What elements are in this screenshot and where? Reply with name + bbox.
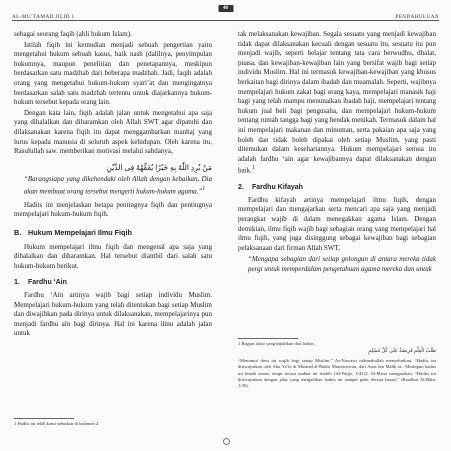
footnote-ref: 1 — [202, 185, 206, 192]
page-number: 48 — [218, 5, 233, 12]
footnote-divider — [238, 338, 298, 339]
section-title: Hukum Mempelajari Ilmu Fiqih — [28, 228, 132, 238]
paragraph: Istilah fiqih ini kemudian menjadi sebuah pengertian yaitu mengetahui hukum sebuah kasus, baik nash (dalilnya, penyimpulan hukumnya, maupun penelitian dan penetapannya, meskipun berdasarkan satu madzhab dari beberapa madzhab. Jadi, faqih adalah orang yang mengetahui hukum-hukum syari’at dan mengingatnya berdasarkan salah satu madzhab tertentu untuk diajarkannya hukum-hukum tersebut kepada orang lain. — [14, 40, 212, 107]
section-letter: B. — [14, 228, 22, 238]
subsection-title: Fardhu ‘Ain — [28, 279, 67, 287]
subsection-number: 1. — [14, 279, 20, 287]
subsection-number: 2. — [238, 184, 244, 192]
footnote-text: “Menuntut ilmu itu wajib bagi setiap Muslim.” As-Nawawi rahimahullah menyebutkan, “Hadits ini diriwayatkan oleh Abu Ya’la di Musnad al-Badru Munawwiran, dari Anas bin Malik ra.. Meskipun hadits ini lemah status, tetapi secara makna ini shahih (Al-Wajiz, 1/412). Al-Mizzi mengatakan, “Hadits ini diriwayatkan dengan jalur yang menjadikan hadits ini sampai pada derajat hasan.” (Raudhut Al-Bahr, 1/45). — [238, 357, 436, 389]
footnote-block — [238, 341, 436, 390]
quote-text: “Barangsiapa yang dikehendaki oleh Allah dengan kebaikan, Dia akan membuat orang tersebut mengerti hukum-hukum agama.” — [24, 175, 212, 196]
paragraph: Hadits ini menjelaskan betapa pentingnya fiqih dan pentingnya mempelajari hukum-hukum fiqih. — [14, 200, 212, 219]
footnote-divider — [14, 418, 74, 419]
hadith-translation — [14, 175, 212, 197]
arabic-hadith: مَنْ يُرِدِ اللّٰهُ بِهِ خَيْرًا يُفَقِّهْهُ فِى الدِّيْنِ — [106, 162, 212, 172]
paragraph-text: tak melaksanakan kewajiban. Segala sesuatu yang menjadi kewajiban tidak dapat dilaksanakan kecuali dengan sesuatu itu, sesuatu itu pun menjadi wajib, seperti belajar tentang tata cara berwudhu, dhalat, puasa, dan kewajiban-kewajiban lain yang bersifat wajib bagi setiap individu Muslim. Hal ini termasuk kewajiban-kewajiban yang khusus berkaitan bagi dirinya dalam ibadah dan muamalah. Seperti, wajibnya mempelajari hukum zakat bagi orang kaya, mempelajari manasik haji bagi yang telah mampu menunaikan ibadah haji, mempelajari tentang hukum jual beli bagi pengusaha, dan mempelajari hukum-hukum tentang rumah tangga bagi yang hendak menikah. Termasuk dalam hal ini mempelajari makanan dan minuman, serta pakaian apa saja yang boleh dan tidak boleh dipakai oleh setiap Muslim, yang pasti ditemukan dalam kesehariannya. Hukum mempelajari semua itu adalah fardhu ‘ain agar kewajibannya dapat dilaksanakan dengan baik. — [238, 30, 436, 175]
paragraph: sebagai seorang faqih (ahli hukum Islam). — [14, 30, 132, 38]
header-chapter-title: PENDAHULUAN — [395, 14, 439, 20]
subsection-heading — [14, 278, 212, 288]
subsection-heading — [238, 183, 436, 193]
footnote-arabic: طَلَبُ الْعِلْمِ فَرِيضَةٌ عَلَى كُلِّ مُسْلِمٍ — [368, 349, 436, 355]
paragraph: Hukum mempelajari ilmu fiqih dan mengenal apa saja yang dihalalkan dan diharamkan. Hal tersebut diambil dari salah satu hukum-hukum berikut. — [14, 242, 212, 270]
verse-translation: “Mengapa sebagian dari setiap golongan di antara mereka tidak pergi untuk memperdalam pengetahuan agama mereka dan untuk — [248, 255, 436, 273]
paragraph: Fardhu ‘Ain artinya wajib bagi setiap individu Muslim. Mempelajari hukum-hukum yang telah ditentukan bagi setiap Muslim dan diwajibkan pada dirinya untuk dilaksanakan, mempelajarinya pun menjadi fardhu ain bagi dirinya. Hal ini karena ilmu adalah jalan untuk — [14, 290, 212, 338]
right-column — [238, 30, 436, 279]
footnote-ref: 1 — [251, 165, 255, 172]
left-column — [14, 30, 212, 340]
paragraph — [238, 30, 436, 176]
footnote: 1 Hadits ini telah kami sebutkan di halaman 2. — [14, 421, 100, 426]
subsection-title: Fardhu Kifayah — [252, 184, 303, 192]
footnote-line: 1 Bagian tafsir yang dijadikan dari hadits. — [238, 341, 315, 346]
section-heading — [14, 228, 212, 238]
paragraph: Dengan kata lain, fiqih adalah jalan untuk mengetahui apa saja yang dihalalkan dan diharamkan oleh Allah SWT agar dipatuhi dan dilaksanakan karena fiqih itu dapat menggambarkan manhaj yang lurus kepada manusia di seluruh aspek kehidupan. Oleh karena itu, Rasulullah saw. memberikan motivasi melalui sabdanya, — [14, 108, 212, 156]
registration-mark — [223, 438, 230, 445]
paragraph: Fardhu kifayah artinya mempelajari ilmu fiqih, dengan mempelajari dan mengajarkan serta mencari apa saja yang menjadi perangkat wajib di dalam menegakkan agama Islam. Dengan demikian, ilmu fiqih wajib bagi sebagian orang yang mempelajari hal ilmu fiqih, yang juga disinggung sebagai kewajiban bagi sebagian pelaksanaan dari firman Allah SWT, — [238, 195, 436, 252]
header-book-title: AL-MU’TAMAD JILID 1 — [12, 14, 75, 20]
